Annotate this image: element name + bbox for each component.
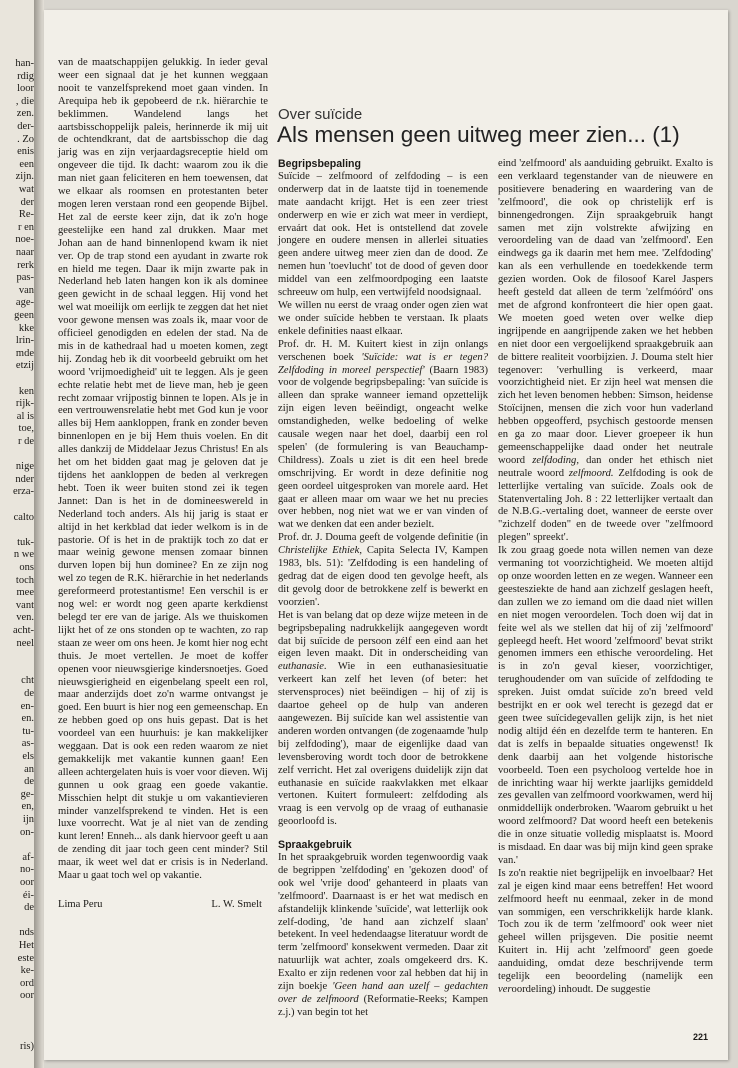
- previous-page-fragment: rerk: [17, 259, 34, 271]
- previous-page-fragment: éi-: [22, 889, 34, 901]
- previous-page-fragment: ge-: [20, 788, 34, 800]
- text-span: , Capita Selecta IV, Kampen 1983, bls. 51): 'Zelfdoding is een handeling of gedrag dat de eigen dood ten gevolge heeft, als dit gevolg door de betrokkene zelf is bewerkt en voorzien'.: [278, 545, 488, 608]
- previous-page-fragment: neel: [16, 637, 34, 649]
- previous-page-fragment: els: [22, 751, 34, 762]
- previous-page-fragment: oor: [20, 990, 34, 1002]
- previous-page-fragment: ris): [20, 1040, 34, 1052]
- text-span: . Wie in een euthanasiesituatie verkeert kan zelf het leven (of beter: het stervensproces) niet beëindigen – hij of zij is daartoe geheel op de hulp van anderen aangewezen. Bij suïcide kan wel assistentie van anderen worden ontvangen (de zogenaamde 'hulp bij zelfdoding'), maar de eigenlijke daad van levensberoving wordt toch door de betrokkene zelf verricht. Het zal overigens duidelijk zijn dat euthanasie en suïcide raakvlakken met elkaar vertonen. Kuitert formuleert: zelfdoding als vraag is een vervolg op de vraag of euthanasie geoorloofd is.: [278, 661, 488, 828]
- previous-page-fragment: ke-: [20, 965, 34, 977]
- previous-page-fragment: cht: [21, 675, 34, 687]
- left-column-article-ending: [58, 57, 268, 912]
- previous-page-fragment: an: [24, 763, 34, 775]
- previous-page-fragment: age-: [15, 297, 34, 309]
- previous-page-fragment: r en: [17, 221, 34, 233]
- previous-page-fragment: oor: [20, 877, 34, 888]
- emphasis: ver: [498, 984, 512, 995]
- previous-page-fragment: toch: [15, 574, 34, 586]
- previous-page-fragment: een: [19, 158, 34, 170]
- text-span: Het is van belang dat op deze wijze meteen in de begripsbepaling nadrukkelijk aangegeven wordt dat bij suïcide de persoon zélf een eind aan het eigen leven maakt. Dit in onderscheiding van: [278, 609, 488, 660]
- previous-page-fragment: este: [17, 952, 34, 964]
- previous-page-fragment: no-: [20, 864, 34, 876]
- paragraph: van de maatschappijen gelukkig. In ieder geval weer een signaal dat je het kunnen weggaan nooit te vanzelfsprekend moet gaan vinden. In Arequipa heb ik gepobeerd de r.k. hiërarchie te beklimmen. Wandelend langs het aartsbisschoppelijk paleis, herinnerde ik mij uit de ochtendkrant, dat de aartsbisschop die dag jarig was en zijn verjaardagsreceptie hield om ongeveer die tijd. Ik dacht: waarom zou ik die man niet gaan feliciteren en hem toewensen, dat we elkaar als roomsen en protestanten beter mogen leren verstaan rond een geopende Bijbel. Het zal de eerste keer zijn, dat ik zo'n hoge geestelijke een hand zal drukken. Maar met Johan aan de hand binnenlopend kwam ik niet ver. Op de trap stond een ayudant in zwarte rok en hield me tegen. Daar ik mijn zwarte pak in Nederland heb laten hangen kon ik als dominee geen gewicht in de schaal leggen. Hij vond het wel wat moeilijk om eerlijk te zeggen dat het niet voor gewone mensen was zoals ik, maar voor de officieel genodigden en edelen der stad. Na de mis in de kathedraal had u moeten komen, zegt hij. Zondag heb ik dit voorbeeld gebruikt om het woord 'vrijmoedigheid' uit te leggen. Als je geen echte relatie hebt met de lieve man, heb je geen recht zomaar vrijpostig binnen te lopen. Als je in een vertrouwensrelatie hebt met God kun je voor alles bij Hem aankloppen, frank en zonder beven binnenlopen en je bij Hem thuis voelen. En dit alles dankzij de Middelaar Jezus Christus! En als het om het bidden gaat mag je geloven dat je tijdens het aankloppen de beden al verkregen hebt. Toen ik weer buiten stond zei ik tegen Jannet: Dan is het in de domineeswereld in Nederland toch anders. Als hij jarig is staat er altijd in het kerkblad dat ieder welkom is in de pastorie. Of is het in de praktijk toch zo dat er maar weinig gewone mensen zomaar binnen durven lopen bij hun dominee? En ze zijn nog wel zo tegen de R.K. hiërarchie in het nederlands gereformeerd protestantisme! Een verschil is er nog wel: er wordt nog geen aparte kerkdienst belegd ter ere van de jarige. Als we thuiskomen lijkt het of ze ons stonden op te wachten, zo rap staan ze weer om ons heen. Je komt hier nog echt thuis. Je moet vertellen. Je moet de koffer openen voor nieuwsgierige kindersnoetjes. Goed nieuwsgierigheid en eigenbelang speelt een rol, maar anderzijds doet zo'n warme ontvangst je goed. Een buurt is hier nog een gemeenschap. En ze hebben goed op ons huis gepast. Dat is het voordeel van een huurhuis: je kan makkelijker weggaan. Dat is ook een reden waarom ze niet gemakkelijk met vakantie kunnen gaan! Een alleen achtergelaten huis is voer voor dieven. Wij gunnen u ook graag een goede vakantie. Misschien helpt dit stukje u om vakantievieren minder vanzelfsprekend te vinden. Het is een luxe voorrecht. Wat je al niet van de zending kunt leren! Enneh... als dank hiervoor geeft u aan de zending dit jaar toch geen cent minder? Stil maar, ik weet wel dat er crisis is in Nederland. Maar u gaat toch wel op vakantie.: [58, 57, 268, 882]
- previous-page-edge: [0, 0, 34, 1068]
- previous-page-fragment: calto: [13, 511, 34, 523]
- previous-page-fragment: ken: [18, 385, 34, 397]
- previous-page-fragment: naar: [15, 247, 34, 258]
- previous-page-fragment: pas-: [16, 272, 34, 284]
- previous-page-fragment: kke: [18, 322, 34, 334]
- emphasis: zelfdoding,: [532, 454, 580, 466]
- book-title: 'Geen hand aan uzelf – gedachten over de zelfmoord: [278, 981, 489, 1005]
- previous-page-fragment: de: [24, 902, 34, 914]
- previous-page-fragment: ons: [19, 562, 34, 573]
- previous-page-fragment: wat: [18, 184, 34, 195]
- previous-page-fragment: en,: [21, 801, 34, 813]
- previous-page-fragment: en-: [20, 700, 34, 712]
- text-span: (Reformatie-Reeks; Kampen z.j.) van begin tot het: [278, 994, 488, 1018]
- text-span: dan onder het ethisch niet neutrale woord: [498, 454, 713, 479]
- previous-page-fragment: etzij: [15, 360, 34, 372]
- previous-page-fragment: tuk-: [17, 536, 34, 548]
- previous-page-fragment: tu-: [22, 725, 34, 737]
- previous-page-fragment: rijk-: [15, 398, 34, 410]
- paragraph: [278, 532, 488, 609]
- previous-page-fragment: en.: [21, 713, 34, 725]
- previous-page-fragment: enis: [17, 146, 34, 158]
- book-title: 'Suïcide: wat is er tegen? Zelfdoding in moreel perspectief': [278, 351, 488, 376]
- paragraph: Suïcide – zelfmoord of zelfdoding – is een onderwerp dat in de laatste tijd in toenemende mate aandacht krijgt. Het is een zeer triest onderwerp en wie er zich wat meer in verdiept, ervaárt dat ook. Het is ontstellend dat zovele jongere en oudere mensen in allerlei situaties geen andere uitweg meer zien dan de dood. Ze nemen hun 'toevlucht' tot de dood of geven door middel van een zelfmoordpoging een laatste schreeuw om hulp, een vertwijfeld noodsignaal.: [278, 170, 488, 299]
- text-span: Prof. dr. H. M. Kuitert kiest in zijn onlangs verschenen boek: [278, 338, 488, 363]
- text-span: Is zo'n reaktie niet begrijpelijk en invoelbaar? Het zal je eigen kind maar eens betreffen! Het woord zelfmoord heeft nu eenmaal, zeker in de mond van sommigen, een verschrikkelijk harde klank. Toch zou ik de term 'zelfmoord' ook weer niet geheel willen prijsgeven. Die positie neemt Kuitert in. Hij acht 'zelfmoord' geen goede aanduiding, omdat deze beschrijvende term tegelijk een beoordeling (namelijk een: [498, 867, 713, 983]
- paragraph: [278, 610, 488, 829]
- previous-page-fragment: af-: [22, 851, 34, 863]
- signature: [58, 899, 268, 912]
- previous-page-fragment: zen.: [16, 108, 34, 120]
- previous-page-fragment: al is: [16, 410, 34, 422]
- right-column: [498, 158, 713, 997]
- previous-page-fragment: Re-: [18, 209, 34, 221]
- previous-page-fragment: van: [18, 284, 34, 296]
- previous-page-fragment: , die: [15, 95, 34, 107]
- previous-page-fragment: acht-: [13, 625, 34, 636]
- previous-page-fragment: han-: [15, 58, 34, 69]
- previous-page-fragment: as-: [21, 738, 34, 750]
- paragraph: [498, 158, 713, 545]
- article-title: Als mensen geen uitweg meer zien... (1): [277, 122, 680, 147]
- text-span: oordeling) inhoudt. De suggestie: [511, 984, 651, 995]
- previous-page-fragment: mde: [15, 347, 34, 359]
- previous-page-fragment: de: [24, 688, 34, 699]
- previous-page-fragment: r de: [17, 436, 34, 447]
- previous-page-fragment: de: [24, 776, 34, 788]
- previous-page-fragment: erza-: [13, 486, 34, 498]
- paragraph: Ik zou graag goede nota willen nemen van deze vermaning tot voorzichtigheid. We moeten altijd op onze woorden letten en ze wegen. Wanneer een geestesziekte de hand aan zichzelf geslagen heeft, dan zullen we zo iemand om die daad niet willen en niet mogen veroordelen. Toch doen wij dat in feite wel als we stellen dat hij of zij 'zelfmoord' gepleegd heeft. Het woord 'zelfmoord' bevat strikt genomen immers een ethische veroordeling. Het is in zo'n geval kieser, voorzichtiger, terughoudender om van suïcide of zelfdoding te spreken. Juist omdat suïcide zo'n breed veld bestrijkt en er ook wel terecht is gezegd dat er geen twee suïcidegevallen gelijk zijn, is het niet nodig altijd één en dezelfde term te hanteren. En dat is zelfs in bepaalde situaties ongewenst! Ik denk daarbij aan het volgende historische voorbeeld. Toen een psycholoog vertelde hoe in de inrichting waar hij werkte jaarlijks gemiddeld zes gevallen van zelfmoord voorkwamen, werd hij onmiddellijk onderbroken. 'Waarom gebruikt u het woord zelfmoord? Dat woord heeft een betekenis die in onze situatie volledig misplaatst is. Moord is misdaad. En daar was bij mijn kind geen sprake van.': [498, 545, 713, 866]
- text-span: In het spraakgebruik worden tegenwoordig vaak de begrippen 'zelfdoding' en 'gekozen dood' of ook wel 'vrije dood' gehanteerd in plaats van 'zelfmoord'. Daarnaast is er het wat medisch en afstandelijk klinkende 'suïcide', wat letterlijk ook zelf-doding, 'de hand aan zichzelf slaan' betekent. In veel hedendaagse literatuur wordt de term 'zelfmoord' konsekwent vermeden. Daar zit natuurlijk wat achter, zoals omgekeerd drs. K. Exalto er zijn redenen voor zal hebben dat hij in zijn boekje: [278, 852, 488, 993]
- text-span: (Baarn 1983) voor de volgende begripsbepaling: 'van suïcide is alleen dan sprake wanneer iemand opzettelijk zijn eigen leven beëindigt, ongeacht welke omstandigheden, welke bedoeling of welke causale wegen naar het doel, daarbij een rol spelen' (de formulering is van Beauchamp- Childress). Zoals u ziet is dit een heel brede omschrijving. Er wordt in deze definitie nog geen oordeel uitgesproken van morele aard. Het gaat er alleen maar om waar we het nu precies over hebben, nog niet wat we er van vinden of wat we denken dat een ander bezielt.: [278, 364, 488, 531]
- previous-page-fragment: on-: [20, 826, 34, 838]
- text-span: eind 'zelfmoord' als aanduiding gebruikt. Exalto is een verklaard tegenstander van de nieuwere en positievere benadering en waardering van de 'zelfmoord', die ook op christelijk erf is binnengedrongen. Zijn spraakgebruik hangt samen met zijn volstrekte afwijzing en veroordeling van de daad van 'zelfmoord'. Een eindwegs ga ik daarin met hem mee. 'Zelfdoding' kan als een verhullende en toedekkende term gezien worden. Ook de filosoof Karel Jaspers heeft gesteld dat alleen de term 'zelfmóórd' ons met de afgrond konfronteert die hier open gaat. We moeten goed weten over welke diep ingrijpende en aangrijpende zaken we het hebben en niet door een vergoelijkend spraakgebruik aan de bittere realiteit voorbijzien. J. Douma stelt hier tegenover: 'verhulling is verkeerd, maar voorzichtigheid niet. Er zijn heel wat mensen die zich het leven benomen hebben: Simson, heidense Stoïcijnen, mensen die zich voor hun vaderland hebben opgeofferd, psychisch gestoorde mensen en ga zo maar door. Liever groepeer ik hun gemeenschappelijke daad onder het neutrale woord: [498, 158, 713, 466]
- magazine-page: [44, 10, 728, 1060]
- previous-page-fragment: loor: [17, 83, 34, 95]
- paragraph: We willen nu eerst de vraag onder ogen zien wat we onder suïcide hebben te verstaan. Ik plaats enkele definities naast elkaar.: [278, 299, 488, 337]
- previous-page-fragment: ord: [20, 977, 34, 989]
- emphasis: zelfmoord.: [568, 467, 614, 479]
- previous-page-fragment: lrin-: [15, 335, 34, 347]
- previous-page-fragment: rdig: [17, 70, 34, 82]
- book-title: Christelijke Ethiek: [278, 545, 360, 557]
- previous-page-fragment: mee: [16, 587, 34, 599]
- previous-page-fragment: nige: [15, 461, 34, 473]
- previous-page-fragment: geen: [14, 310, 34, 321]
- previous-page-fragment: ijn: [22, 814, 34, 825]
- middle-column: [278, 158, 488, 1020]
- previous-page-fragment: noe-: [15, 234, 34, 246]
- previous-page-fragment: toe,: [18, 423, 34, 435]
- previous-page-fragment: Het: [18, 940, 34, 951]
- previous-page-fragment: n we: [13, 549, 34, 561]
- previous-page-fragment: nds: [19, 927, 34, 939]
- paragraph: [278, 852, 488, 1020]
- text-span: Prof. dr. J. Douma geeft de volgende definitie (in: [278, 532, 488, 544]
- previous-page-fragment: ven.: [16, 612, 34, 624]
- signature-location: Lima Peru: [58, 899, 103, 910]
- signature-author: L. W. Smelt: [211, 899, 262, 910]
- paragraph: [278, 339, 488, 533]
- section-heading-begripsbepaling: Begripsbepaling: [278, 158, 361, 170]
- paragraph: [498, 868, 713, 997]
- page-number: 221: [692, 1032, 708, 1042]
- previous-page-fragment: nder: [15, 473, 34, 485]
- previous-page-fragment: der: [20, 196, 34, 208]
- previous-page-fragment: zijn.: [15, 171, 34, 183]
- text-span: Zelfdoding is ook de letterlijke vertaling van suïcide. Zoals ook de Statenvertaling Joh. 8 : 22 letterlijker vertaalt dan de N.B.G.-vertaling doet, wanneer de eerste over "zichzelf doden" en de tweede over "zelfmoord plegen" spreekt'.: [498, 467, 714, 544]
- section-heading-spraakgebruik: Spraakgebruik: [278, 839, 352, 852]
- previous-page-fragment: . Zo: [17, 133, 34, 145]
- previous-page-fragment: vant: [15, 599, 34, 611]
- emphasis: euthanasie: [278, 661, 324, 673]
- previous-page-fragment: der-: [17, 121, 34, 132]
- page-gutter: [34, 0, 44, 1068]
- article-kicker: Over suïcide: [278, 106, 363, 123]
